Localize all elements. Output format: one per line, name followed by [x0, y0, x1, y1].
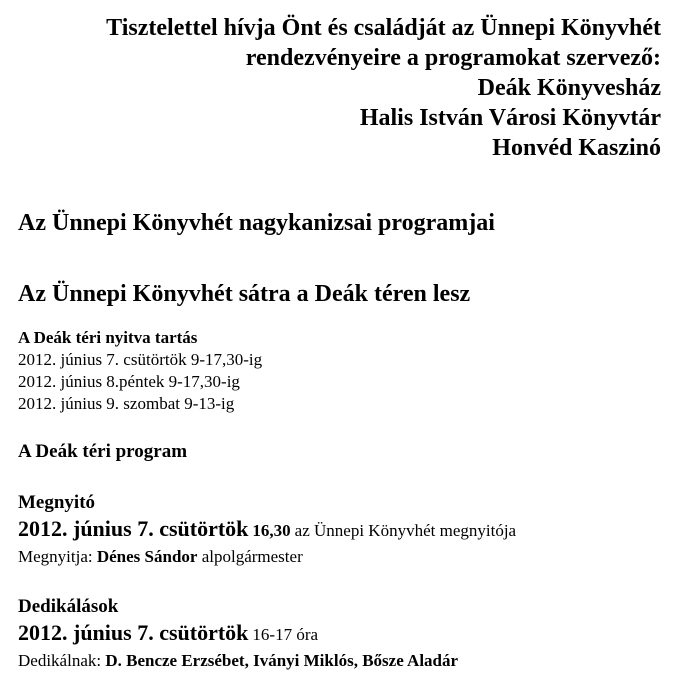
megnyito-by-label: Megnyitja: [18, 547, 93, 566]
opening-hours-title: A Deák téri nyitva tartás [18, 328, 198, 347]
venue-heading: Az Ünnepi Könyvhét sátra a Deák téren lesz [18, 281, 471, 307]
page-title: Az Ünnepi Könyvhét nagykanizsai programjai [18, 210, 495, 236]
megnyito-date: 2012. június 7. csütörtök [18, 516, 249, 541]
megnyito-date-line [18, 515, 661, 546]
organizer-halis-istvan-varosi-konyvtar: Halis István Városi Könyvtár [359, 105, 661, 131]
dedikalasok-names: D. Bencze Erzsébet, Iványi Miklós, Bősze Aladár [105, 651, 459, 670]
opening-hours-section [18, 327, 661, 415]
megnyito-event-name: az Ünnepi Könyvhét megnyitója [294, 521, 517, 540]
organizer-honved-kaszino: Honvéd Kaszinó [492, 135, 661, 161]
dedikalasok-date: 2012. június 7. csütörtök [18, 620, 249, 645]
dedikalasok-by-line [18, 650, 661, 672]
opening-hours-line-saturday: 2012. június 9. szombat 9-13-ig [18, 394, 235, 413]
megnyito-section [18, 491, 661, 568]
megnyito-title: Megnyitó [18, 492, 96, 513]
dedikalasok-title: Dedikálások [18, 596, 119, 617]
dedikalasok-date-line [18, 619, 661, 650]
megnyito-by-role: alpolgármester [201, 547, 303, 566]
invitation-line-1: Tisztelettel hívja Önt és családját az Ünnepi Könyvhét [106, 15, 661, 41]
organizer-deak-konyveshaz: Deák Könyvesház [477, 75, 661, 101]
opening-hours-line-friday: 2012. június 8.péntek 9-17,30-ig [18, 372, 240, 391]
invitation-line-2: rendezvényeire a programokat szervező: [245, 45, 661, 71]
opening-hours-line-thursday: 2012. június 7. csütörtök 9-17,30-ig [18, 350, 263, 369]
program-title: A Deák téri program [18, 441, 188, 462]
dedikalasok-time: 16-17 óra [252, 625, 319, 644]
megnyito-time: 16,30 [252, 521, 291, 540]
megnyito-by-name: Dénes Sándor [96, 547, 198, 566]
invitation-header [18, 13, 661, 163]
dedikalasok-section [18, 595, 661, 672]
megnyito-by-line [18, 546, 661, 568]
dedikalasok-by-label: Dedikálnak: [18, 651, 102, 670]
